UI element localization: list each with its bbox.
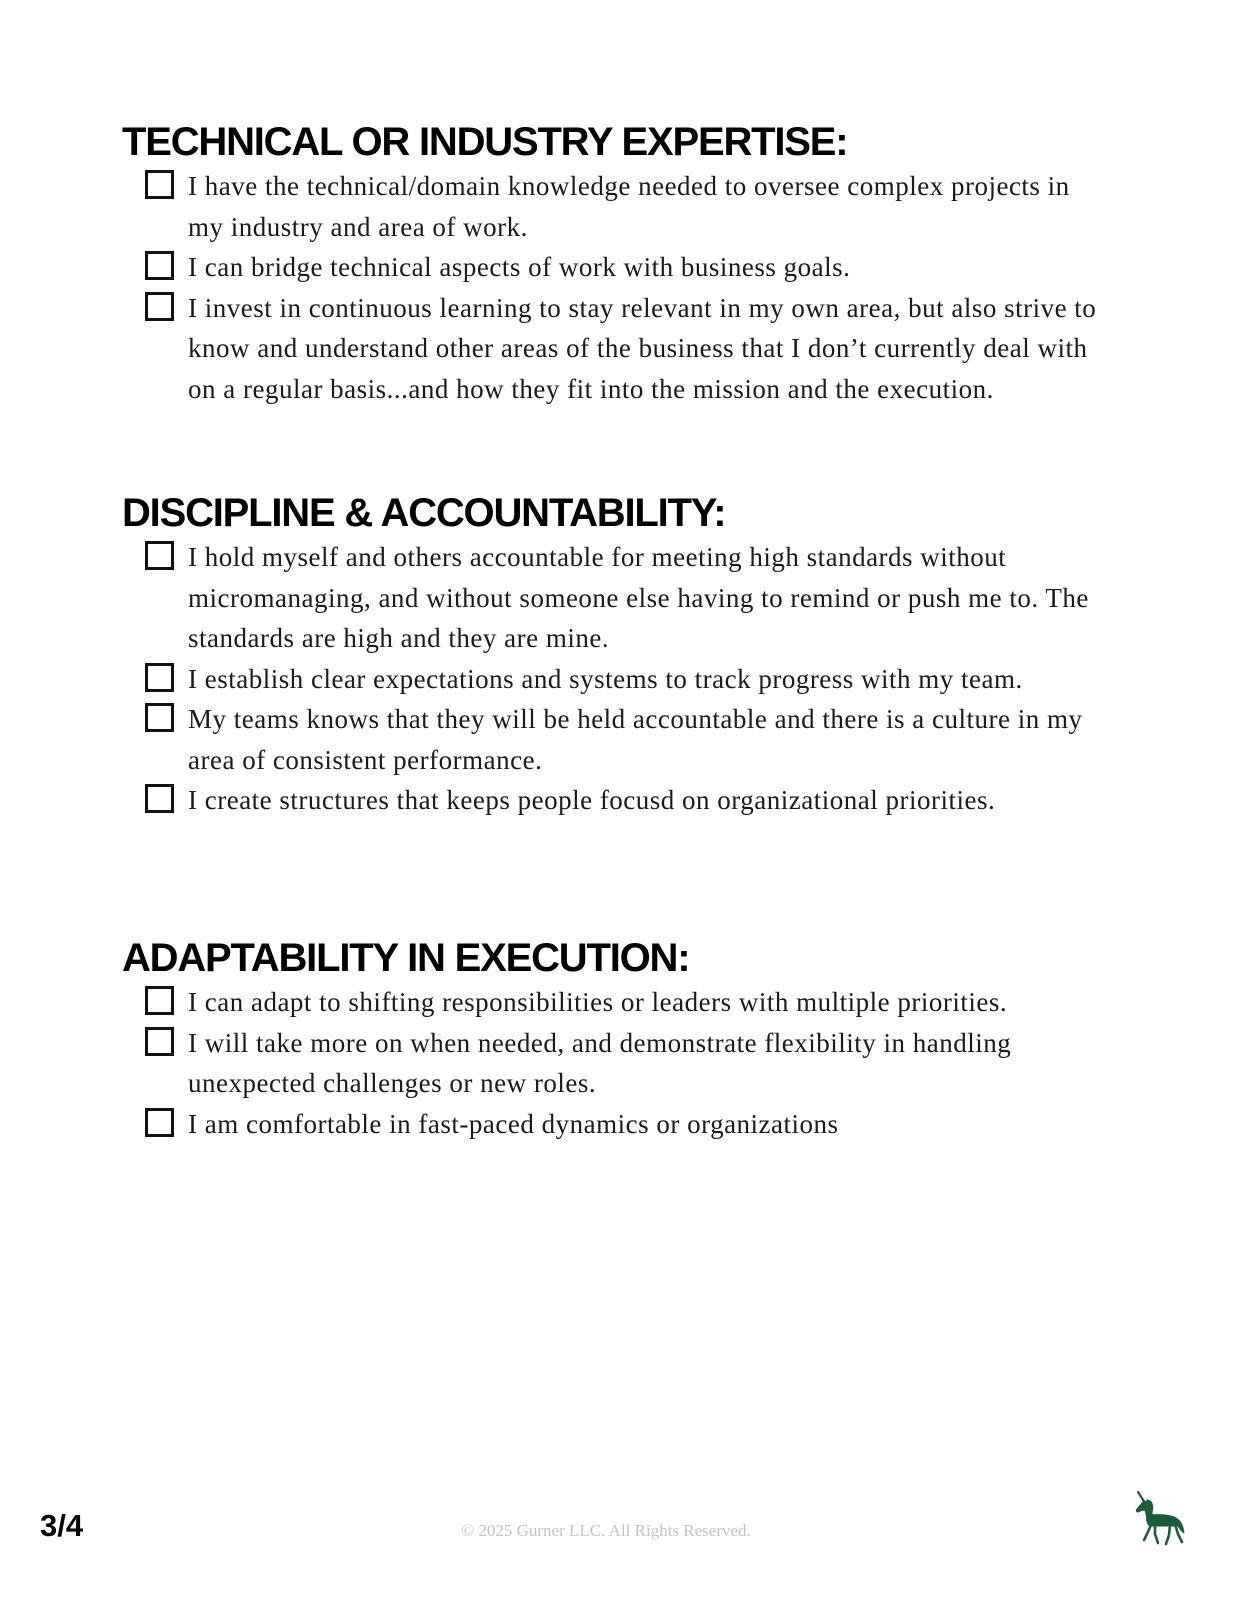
checklist-item <box>122 780 1102 821</box>
checklist-item-text: I am comfortable in fast-paced dynamics or organizations <box>188 1108 839 1139</box>
checklist-item <box>122 288 1102 410</box>
checklist-item-text: I hold myself and others accountable for meeting high standards without micromanaging, and without someone else having to remind or push me to. The standards are high and they are mine. <box>188 542 1089 653</box>
checklist-item-text: I can bridge technical aspects of work with business goals. <box>188 252 851 282</box>
checkbox[interactable] <box>145 541 174 570</box>
checklist-item <box>122 659 1102 700</box>
section-title: ADAPTABILITY IN EXECUTION: <box>122 936 690 980</box>
section-technical-expertise <box>122 120 1102 409</box>
checkbox[interactable] <box>145 292 174 321</box>
section-title: TECHNICAL OR INDUSTRY EXPERTISE: <box>122 120 848 164</box>
checklist-item-text: I create structures that keeps people focusd on organizational priorities. <box>188 785 996 815</box>
copyright-notice: © 2025 Gurner LLC. All Rights Reserved. <box>461 1521 751 1540</box>
unicorn-icon <box>1130 1488 1188 1548</box>
section-title: DISCIPLINE & ACCOUNTABILITY: <box>122 491 726 535</box>
checklist-item <box>122 247 1102 288</box>
checklist-item <box>122 699 1102 780</box>
checkbox[interactable] <box>145 784 174 813</box>
page-number: 3/4 <box>40 1508 84 1543</box>
checklist-item <box>122 1104 1102 1145</box>
checkbox[interactable] <box>145 663 174 692</box>
checklist-item <box>122 166 1102 247</box>
checklist-item <box>122 1023 1102 1104</box>
checkbox[interactable] <box>145 251 174 280</box>
section-adaptability <box>122 936 1102 1144</box>
checklist-item-text: I can adapt to shifting responsibilities or leaders with multiple priorities. <box>188 987 1008 1017</box>
checklist-item-text: I have the technical/domain knowledge needed to oversee complex projects in my industry and area of work. <box>188 171 1070 242</box>
checkbox[interactable] <box>145 1027 174 1056</box>
checkbox[interactable] <box>145 986 174 1015</box>
checklist-item-text: I establish clear expectations and systems to track progress with my team. <box>188 663 1023 694</box>
checklist-item <box>122 982 1102 1023</box>
checkbox[interactable] <box>145 1108 174 1137</box>
checkbox[interactable] <box>145 170 174 199</box>
checklist-item-text: I will take more on when needed, and demonstrate flexibility in handling unexpected challenges or new roles. <box>188 1027 1012 1098</box>
section-discipline-accountability <box>122 491 1102 821</box>
checklist-item <box>122 537 1102 659</box>
checkbox[interactable] <box>145 703 174 732</box>
checklist-item-text: My teams knows that they will be held accountable and there is a culture in my area of consistent performance. <box>188 704 1083 775</box>
checklist-item-text: I invest in continuous learning to stay relevant in my own area, but also strive to know and understand other areas of the business that I don’t currently deal with on a regular basis...and how they fit into the mission and the execution. <box>188 292 1097 404</box>
